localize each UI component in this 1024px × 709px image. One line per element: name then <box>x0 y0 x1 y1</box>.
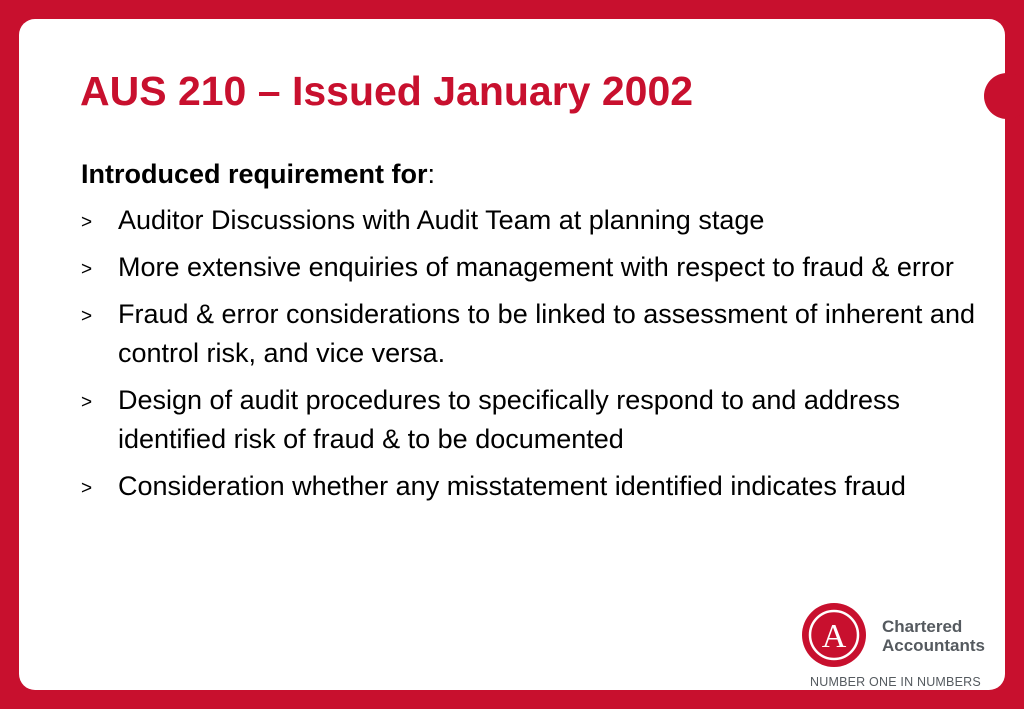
bullet-text: Design of audit procedures to specifically respond to and address identified risk of fraud & to be documented <box>118 385 900 454</box>
chevron-right-icon: > <box>81 306 93 327</box>
intro-bold-text: Introduced requirement for <box>81 159 428 189</box>
corner-tab-decoration <box>984 73 1024 119</box>
chartered-accountants-logo <box>802 603 1012 693</box>
bullet-list <box>81 201 981 506</box>
bullet-item <box>81 201 981 240</box>
intro-colon: : <box>427 159 436 189</box>
brand-tagline: NUMBER ONE IN NUMBERS <box>810 675 981 689</box>
seal-icon <box>802 603 866 667</box>
bullet-item <box>81 248 981 287</box>
seal-letter: A <box>821 618 847 655</box>
brand-name-line2: Accountants <box>882 636 985 655</box>
bullet-item <box>81 467 981 506</box>
chevron-right-icon: > <box>81 259 93 280</box>
bullet-item <box>81 381 981 459</box>
bullet-text: Auditor Discussions with Audit Team at planning stage <box>118 205 765 235</box>
bullet-text: Consideration whether any misstatement identified indicates fraud <box>118 471 906 501</box>
chevron-right-icon: > <box>81 392 93 413</box>
bullet-text: More extensive enquiries of management with respect to fraud & error <box>118 252 954 282</box>
chevron-right-icon: > <box>81 478 93 499</box>
brand-name-line1: Chartered <box>882 617 963 636</box>
slide-panel <box>19 19 1005 690</box>
bullet-item <box>81 295 981 373</box>
intro-line <box>81 156 981 192</box>
chevron-right-icon: > <box>81 212 93 233</box>
brand-name <box>882 617 1012 655</box>
slide-title: AUS 210 – Issued January 2002 <box>80 68 694 114</box>
bullet-text: Fraud & error considerations to be linked to assessment of inherent and control risk, and vice versa. <box>118 299 975 368</box>
slide-content <box>81 156 981 514</box>
